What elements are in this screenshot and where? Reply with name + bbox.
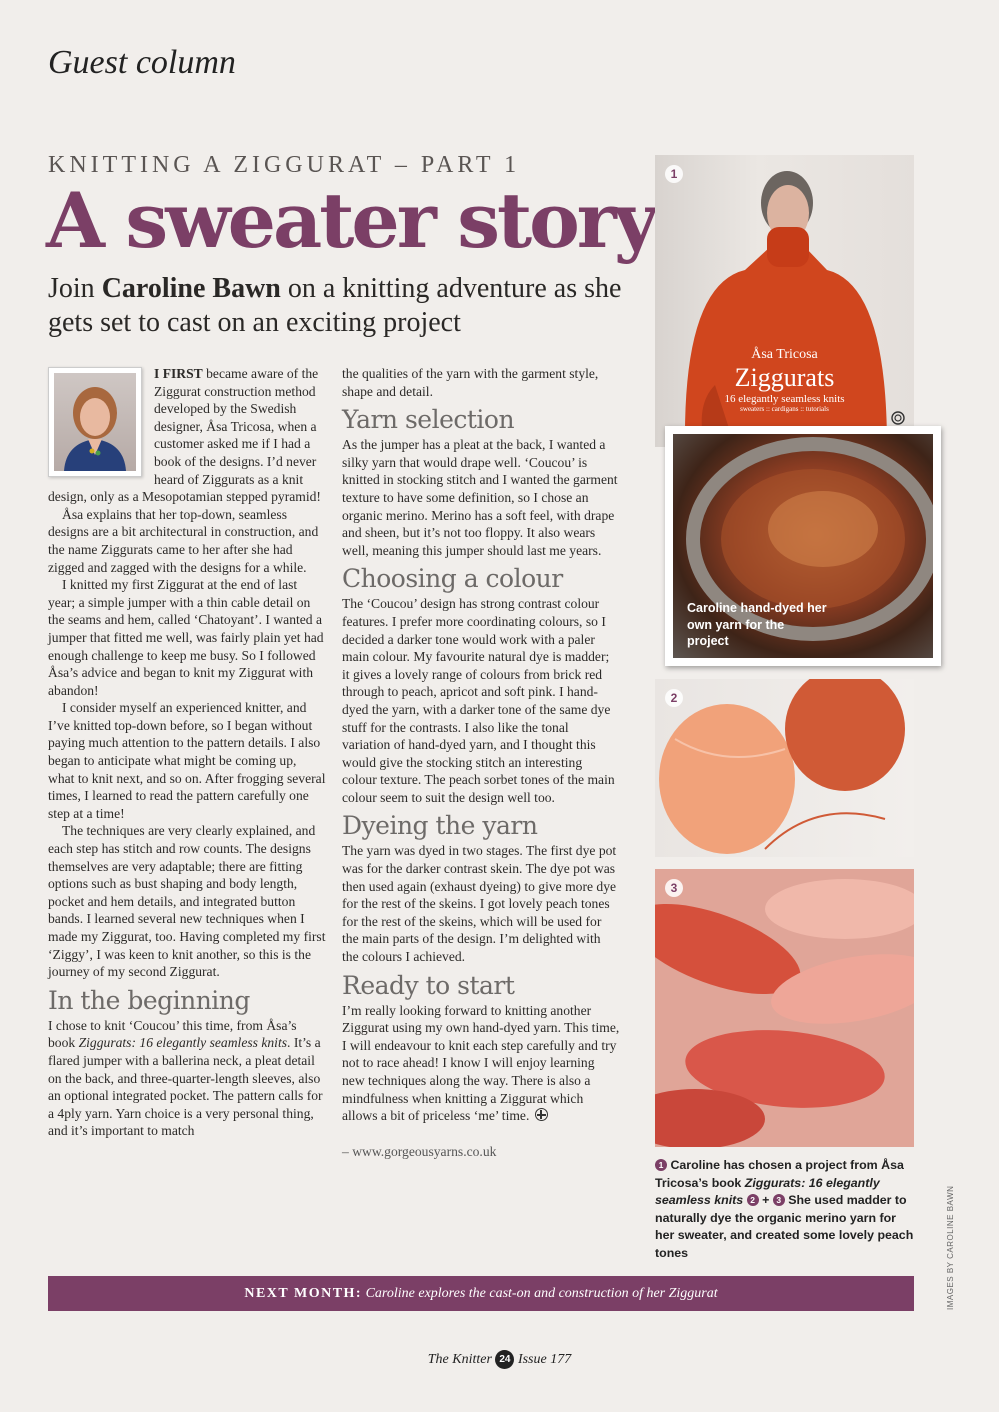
caption-text-2: She used madder to naturally dye the organic merino yarn for her sweater, and created some lovely peach tones: [655, 1193, 914, 1260]
beginning-post: . It’s a flared jumper with a ballerina neck, a pleat detail on the back, and three-quarter-length sleeves, also an optional integrated pocket. The pattern calls for a 4ply yarn. Yarn choice is a very personal thing, and it’s important to match: [48, 1035, 323, 1139]
portrait-illustration: [54, 373, 136, 471]
caption-book: Ziggurats: 16 elegantly seamless knits: [655, 1175, 880, 1208]
book-cover-text: [655, 347, 914, 413]
paragraph-continued: the qualities of the yarn with the garment style, shape and detail.: [342, 366, 599, 399]
paragraph-2: Åsa explains that her top-down, seamless designs are a bit architectural in construction, and the name Ziggurats came to her after she had zigged and zagged with the designs for a while.: [48, 506, 319, 575]
page-number: 24: [495, 1350, 514, 1369]
paragraph-ready: [342, 1002, 620, 1125]
caption-number-3: 3: [773, 1194, 785, 1206]
dye-pot-caption: Caroline hand-dyed her own yarn for the project: [687, 601, 827, 648]
lead-text: became aware of the Ziggurat construction method developed by the Swedish designer, Åsa Tricosa, when a customer asked me if I had a book of the designs. I’d never heard of Ziggurats as a knit design, only as a Mesopotamian stepped pyramid!: [48, 366, 321, 505]
section-kicker: Guest column: [48, 44, 236, 81]
standfirst: [48, 272, 638, 340]
paragraph-colour: The ‘Coucou’ design has strong contrast colour features. I prefer more coordinating colours, so I decided a darker tone would work with a paler main colour. My favourite natural dye is madder; it gives a lovely range of colours from brick red through to peach, apricot and soft pink. I hand-dyed the yarn, with a darker tone of the same dye stuff for the contrasts. I also like the tonal variation of hand-dyed yarn, and I thought this would give the stocking stitch an interesting colour texture. The peach sorbet tones of the main colour seem to suit the design well too.: [342, 596, 615, 805]
author-name: Caroline Bawn: [101, 273, 281, 304]
website-link: – www.gorgeousyarns.co.uk: [342, 1143, 497, 1159]
book-title: Ziggurats: [734, 363, 835, 392]
dye-pot-frame: [665, 426, 941, 666]
caption-plus: +: [758, 1193, 773, 1208]
spiral-logo-icon: [891, 411, 905, 425]
book-title-inline: Ziggurats: 16 elegantly seamless knits: [78, 1035, 288, 1051]
article-column-1: [48, 365, 326, 1140]
standfirst-pre: Join: [48, 273, 102, 304]
next-month-banner: [48, 1276, 914, 1311]
photo-number-3: 3: [665, 879, 683, 897]
book-cover-photo: [655, 155, 914, 447]
paragraph-5: The techniques are very clearly explained, and each step has stitch and row counts. The designs themselves are very adaptable; there are fitting options such as bust shaping and body length, pocket and hem details, and integrated button bands. I learned several new techniques when I made my Ziggurat, too. Having completed my first ‘Ziggy’, I was keen to knit another, so this is the journey of my second Ziggurat.: [48, 823, 326, 980]
photo-number-1: 1: [665, 165, 683, 183]
paragraph-4: I consider myself an experienced knitter, and I’ve knitted top-down before, so I began without paying much attention to the pattern details. I also began to anticipate what might be coming up, what to knit next, and so on. After frogging several times, I learned to read the pattern carefully one step at a time!: [48, 700, 326, 821]
yarn-balls-photo: [655, 679, 914, 857]
heading-yarn-selection: Yarn selection: [342, 405, 515, 435]
page-footer: [0, 1350, 999, 1369]
yarn-balls-illustration: [655, 679, 914, 857]
end-mark-icon: [535, 1108, 548, 1121]
avatar: [54, 373, 136, 471]
ready-text: I’m really looking forward to knitting another Ziggurat using my own hand-dyed yarn. This time, I will endeavour to knit each step carefully and try not to race ahead! I know I will enjoy learning new techniques along the way. There is also a mindfulness when knitting a Ziggurat which allows a bit of priceless ‘me’ time.: [342, 1002, 620, 1124]
paragraph-3: I knitted my first Ziggurat at the end of last year; a simple jumper with a thin cable detail on the seams and hem, called ‘Chatoyant’. I wanted a jumper that fitted me well, was fairly plain yet had enough challenge to keep me busy. So I followed Åsa’s advice and began to knit my Ziggurat with abandon!: [48, 577, 324, 698]
skeins-illustration: [655, 869, 914, 1147]
caption-number-1: 1: [655, 1159, 667, 1171]
series-title: KNITTING A ZIGGURAT – PART 1: [48, 152, 521, 178]
issue-number: Issue 177: [517, 1352, 572, 1367]
paragraph-yarn: As the jumper has a pleat at the back, I wanted a silky yarn that would drape well. ‘Coucou’ is knitted in stocking stitch and I wanted the garment texture to have some definition, so I chose an organic merino. Merino has a soft feel, with drape and sheen, but it’s not too floppy. It also wears well, meaning this jumper should last me years.: [342, 437, 618, 558]
book-author: Åsa Tricosa: [751, 347, 818, 362]
beginning-pre: I chose to knit ‘Coucou’ this time, from Åsa’s book: [48, 1017, 297, 1051]
magazine-name: The Knitter: [427, 1352, 492, 1367]
banner-label: NEXT MONTH:: [244, 1286, 363, 1301]
banner-text: Caroline explores the cast-on and construction of her Ziggurat: [362, 1286, 718, 1301]
standfirst-post: on a knitting adventure as she gets set to cast on an exciting project: [48, 273, 622, 338]
dye-pot-photo: [673, 434, 933, 658]
lead-caps: I FIRST: [154, 366, 203, 381]
author-portrait: [48, 367, 142, 477]
photo-caption: [655, 1157, 917, 1263]
paragraph-beginning: [48, 1017, 326, 1140]
page-title: A sweater story: [46, 176, 655, 265]
paragraph-dye: The yarn was dyed in two stages. The first dye pot was for the darker contrast skein. The dye pot was then used again (exhaust dyeing) to give more dye for the rest of the skeins. I got lovely peach tones for the rest of the skeins, which will be used for the main parts of the design. I’m delighted with the colours I achieved.: [342, 843, 617, 965]
heading-choosing-colour: Choosing a colour: [342, 564, 563, 594]
heading-dyeing-yarn: Dyeing the yarn: [342, 811, 538, 841]
book-subtitle: 16 elegantly seamless knits: [724, 393, 845, 405]
book-tags: sweaters :: cardigans :: tutorials: [740, 405, 829, 413]
caption-text-1: Caroline has chosen a project from Åsa Tricosa’s book: [655, 1158, 904, 1190]
article-column-2: [342, 365, 620, 1160]
yarn-skeins-photo: [655, 869, 914, 1147]
heading-ready-to-start: Ready to start: [342, 970, 515, 1000]
caption-number-2: 2: [747, 1194, 759, 1206]
heading-in-the-beginning: In the beginning: [48, 985, 250, 1015]
photo-number-2: 2: [665, 689, 683, 707]
image-credit: IMAGES BY CAROLINE BAWN: [946, 1185, 955, 1310]
